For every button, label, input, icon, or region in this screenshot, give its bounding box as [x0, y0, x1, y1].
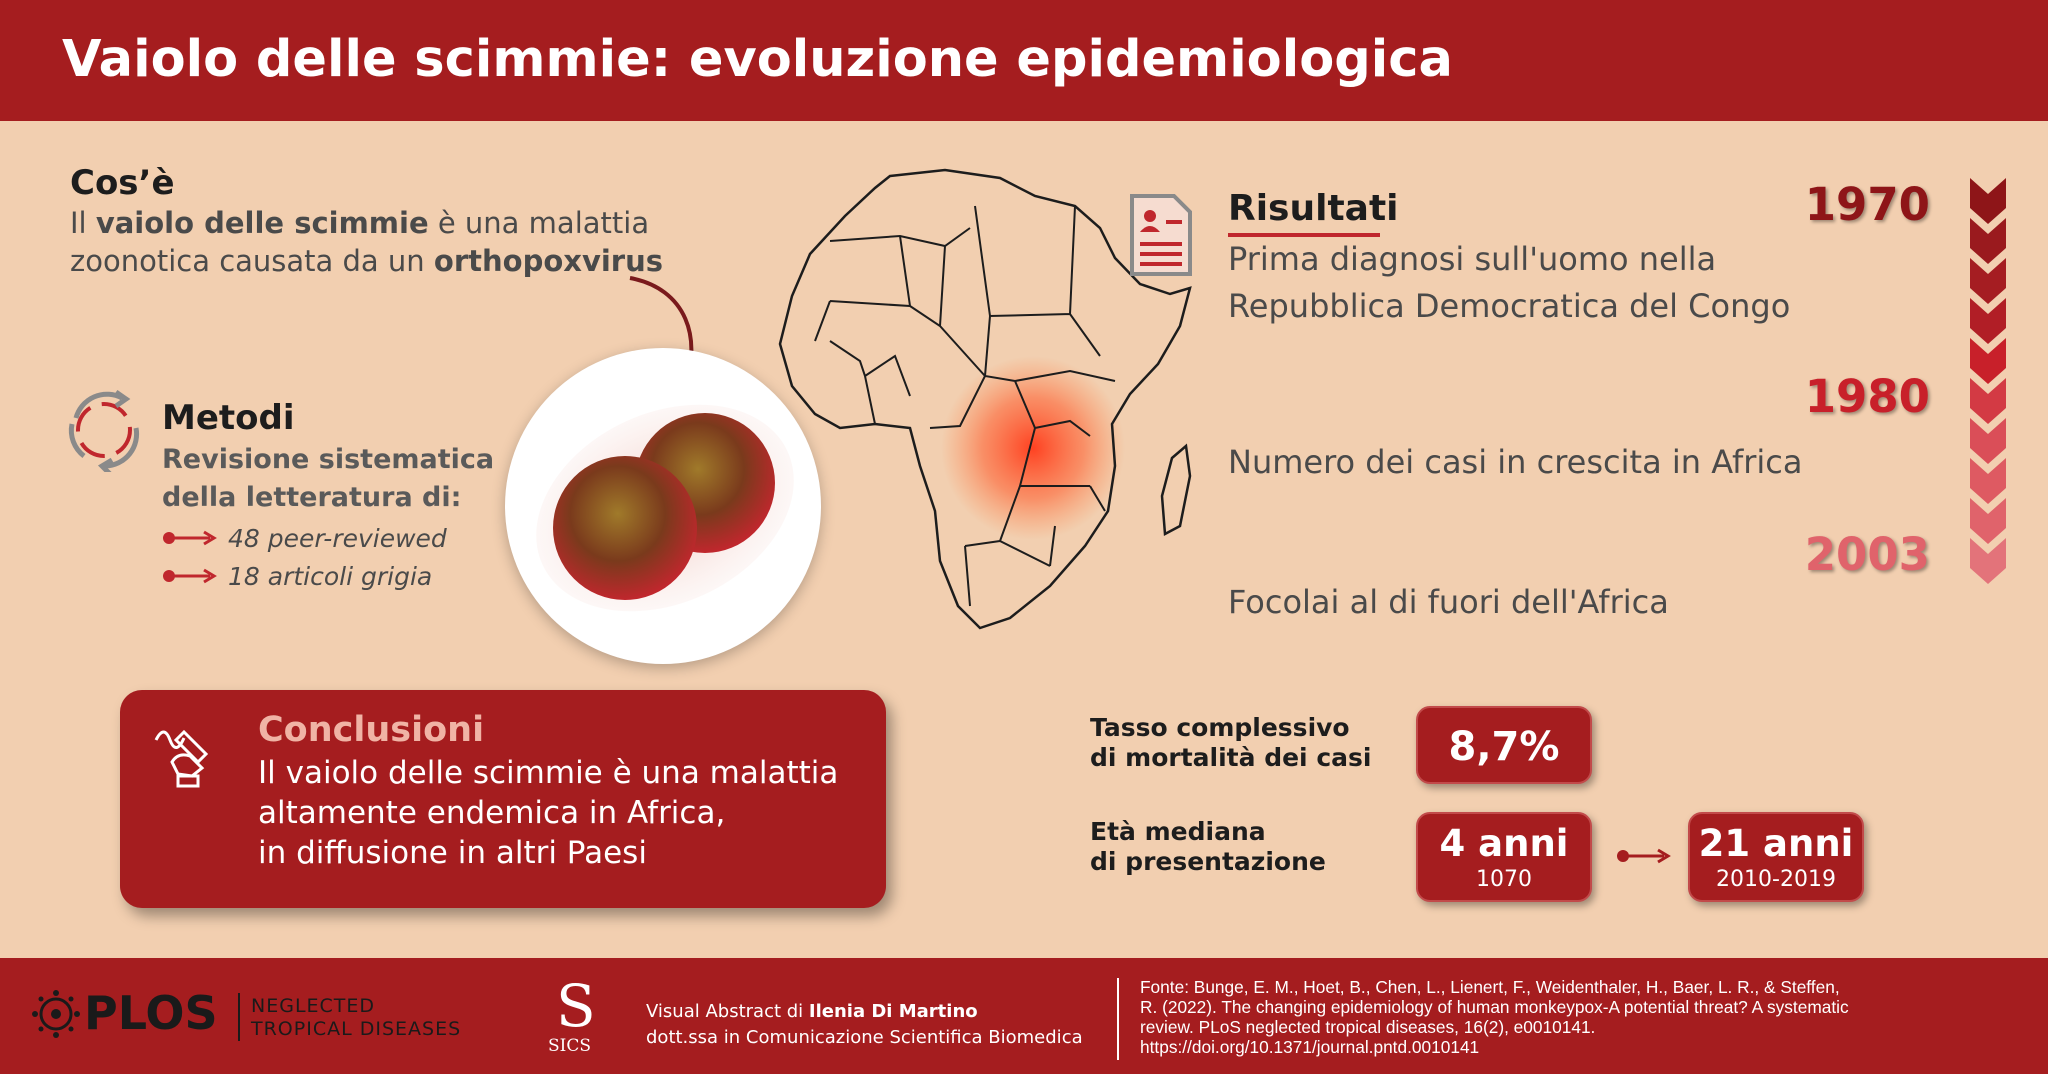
chevron-down-icon	[1970, 178, 2006, 584]
sics-logo-letter: S	[556, 972, 596, 1040]
age-after-period: 2010-2019	[1716, 867, 1836, 892]
mortality-label	[1090, 713, 1371, 773]
metodi-heading: Metodi	[162, 398, 295, 438]
page-title: Vaiolo delle scimmie: evoluzione epidemiologica	[62, 30, 1453, 89]
risultati-heading: Risultati	[1228, 188, 1399, 229]
year-1970: 1970	[1804, 178, 1930, 231]
result-1980-line-1: Numero dei casi in crescita in Africa	[1228, 443, 1803, 481]
source-line-1: Fonte: Bunge, E. M., Hoet, B., Chen, L., Lienert, F., Weidenthaler, H., Baer, L. R., & Steffen,	[1140, 977, 1840, 997]
source-line-3: review. PLoS neglected tropical diseases, 16(2), e0010141.	[1140, 1017, 1596, 1037]
age-after-value: 21 anni	[1698, 822, 1854, 865]
result-2003-line-1: Focolai al di fuori dell'Africa	[1228, 583, 1669, 621]
age-after-box	[1688, 812, 1864, 902]
recycle-arrows-icon	[62, 388, 146, 472]
arrow-right-icon	[162, 530, 218, 546]
conclusioni-heading: Conclusioni	[258, 710, 485, 750]
result-1970-line-1: Prima diagnosi sull'uomo nella	[1228, 240, 1717, 278]
metodi-item-label: 48 peer-reviewed	[228, 523, 447, 553]
conclusioni-line-3: in diffusione in altri Paesi	[258, 835, 647, 871]
mortality-value-box	[1416, 706, 1592, 784]
age-label	[1090, 817, 1326, 877]
metodi-line-1: Revisione sistematica	[162, 444, 495, 475]
plos-globe-icon	[32, 990, 80, 1038]
year-2003: 2003	[1804, 528, 1930, 581]
age-before-box	[1416, 812, 1592, 902]
risultati-underline	[1228, 233, 1380, 237]
metodi-item	[162, 521, 447, 555]
plos-divider	[238, 993, 240, 1041]
arrow-right-icon	[1616, 848, 1672, 864]
document-user-icon	[1128, 192, 1194, 278]
age-label-line-1: Età mediana	[1090, 817, 1266, 846]
journal-name-line-1: NEGLECTED	[251, 995, 376, 1017]
metodi-item	[162, 559, 432, 593]
metodi-line-2: della letteratura di:	[162, 482, 462, 513]
mortality-label-line-2: di mortalità dei casi	[1090, 743, 1372, 772]
hand-writing-icon	[150, 718, 220, 788]
source-line-2: R. (2022). The changing epidemiology of human monkeypox-A potential threat? A systematic	[1140, 997, 1849, 1017]
mortality-label-line-1: Tasso complessivo	[1090, 713, 1350, 742]
plos-logo-text: PLOS	[84, 986, 218, 1040]
footer-divider	[1117, 978, 1119, 1060]
age-before-period: 1070	[1476, 867, 1532, 892]
age-before-value: 4 anni	[1439, 822, 1569, 865]
credit-line-1: Visual Abstract di Ilenia Di Martino	[646, 1001, 978, 1022]
timeline-chevrons	[1968, 178, 2008, 598]
cose-heading: Cos’è	[70, 163, 175, 203]
mortality-value: 8,7%	[1448, 724, 1560, 770]
source-doi-link[interactable]: https://doi.org/10.1371/journal.pntd.0010141	[1140, 1037, 1480, 1057]
credit-line-2: dott.ssa in Comunicazione Scientifica Biomedica	[646, 1027, 1083, 1048]
result-1970-line-2: Repubblica Democratica del Congo	[1228, 287, 1791, 325]
journal-name-line-2: TROPICAL DISEASES	[251, 1018, 462, 1040]
cose-line-2: zoonotica causata da un orthopoxvirus	[70, 244, 664, 278]
conclusioni-line-1: Il vaiolo delle scimmie è una malattia	[258, 755, 839, 791]
sics-logo-text: SICS	[548, 1036, 592, 1056]
age-label-line-2: di presentazione	[1090, 847, 1326, 876]
metodi-item-label: 18 articoli grigia	[228, 561, 433, 591]
conclusioni-line-2: altamente endemica in Africa,	[258, 795, 726, 831]
year-1980: 1980	[1804, 370, 1930, 423]
cose-line-1: Il vaiolo delle scimmie è una malattia	[70, 206, 650, 240]
arrow-right-icon	[162, 568, 218, 584]
